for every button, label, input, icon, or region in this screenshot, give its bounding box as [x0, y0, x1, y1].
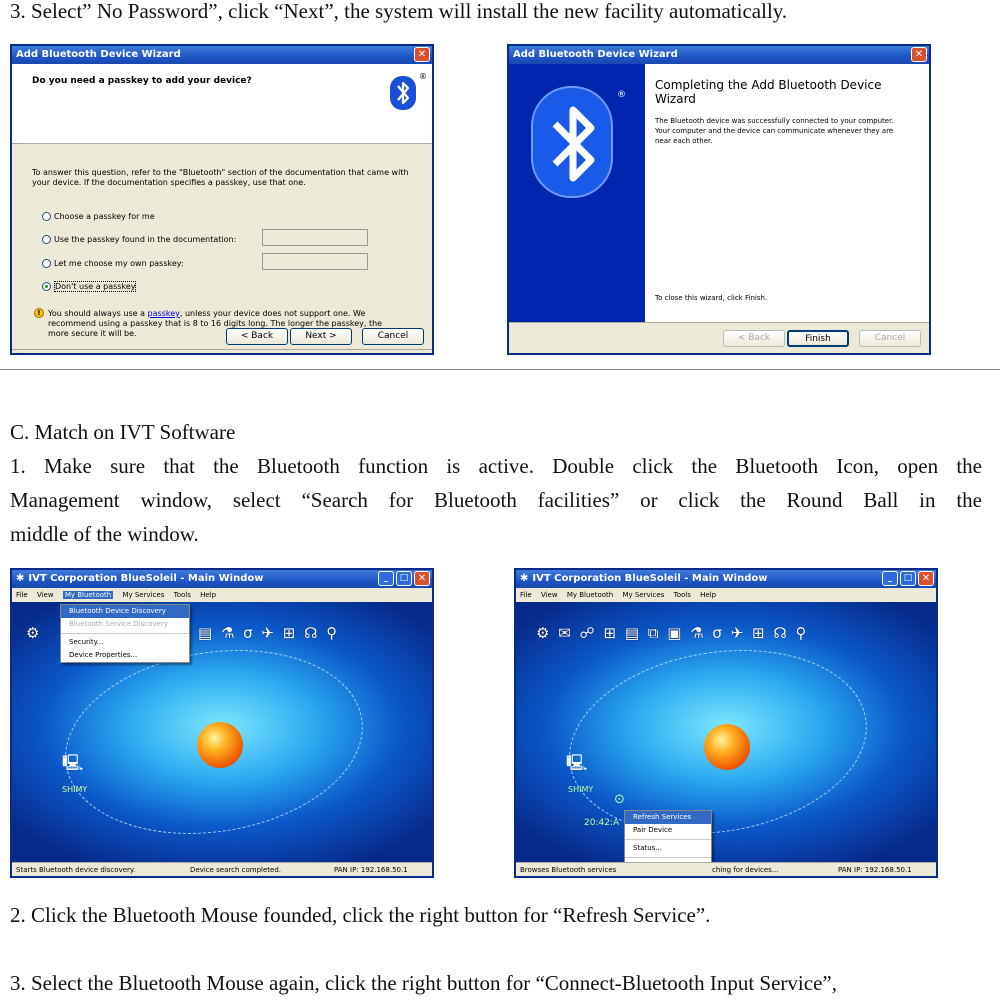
- mouse-address-label: 20:42:A: [584, 818, 620, 828]
- mouse-icon[interactable]: ⊙: [614, 792, 625, 807]
- radio-use-documented-passkey[interactable]: [42, 234, 236, 245]
- menu-view[interactable]: View: [36, 591, 54, 599]
- wizard2-titlebar: [509, 46, 929, 64]
- bluesoleil2-statusbar: [516, 862, 936, 876]
- step-1-text-line1: 1. Make sure that the Bluetooth function is active. Double click the Bluetooth Icon, open the: [10, 454, 982, 478]
- wizard1-titlebar: [12, 46, 432, 64]
- status-text-1: Starts Bluetooth device discovery.: [16, 866, 136, 874]
- device-label: SHIMY: [568, 785, 594, 794]
- bluesoleil-main-window-1: [10, 568, 434, 878]
- passkey-link[interactable]: passkey: [147, 309, 180, 318]
- close-button[interactable]: ✕: [414, 47, 430, 62]
- menu-my-bluetooth[interactable]: My Bluetooth: [64, 591, 112, 599]
- menu-help[interactable]: Help: [200, 591, 217, 599]
- menu-item-service-discovery[interactable]: Bluetooth Service Discovery: [69, 620, 168, 628]
- divider: [12, 349, 432, 350]
- warning-text-pre: You should always use a: [48, 309, 148, 318]
- bluetooth-logo-icon: [531, 86, 613, 198]
- menu-item-pair-device[interactable]: Pair Device: [633, 826, 673, 834]
- step-3-install-text: 3. Select” No Password”, click “Next”, the system will install the new facility automatically.: [10, 0, 788, 23]
- radio-choose-passkey-label: Choose a passkey for me: [54, 212, 155, 221]
- my-bluetooth-dropdown: [60, 604, 190, 663]
- bluesoleil2-canvas: [516, 602, 936, 862]
- bluesoleil2-menubar: [516, 588, 936, 602]
- bluetooth-small-icon: ✱: [16, 573, 25, 584]
- bluesoleil1-title: IVT Corporation BlueSoleil - Main Window: [28, 573, 264, 584]
- menu-item-device-properties[interactable]: Device Properties...: [69, 651, 138, 659]
- computer-icon[interactable]: 🖳: [566, 753, 588, 772]
- computer-icon[interactable]: 🖳: [62, 753, 84, 772]
- menu-separator: [625, 857, 711, 858]
- cancel-button[interactable]: Cancel: [859, 330, 921, 347]
- menu-file[interactable]: File: [16, 591, 28, 599]
- menu-file[interactable]: File: [520, 591, 532, 599]
- back-button[interactable]: < Back: [723, 330, 785, 347]
- radio-use-documented-passkey-label: Use the passkey found in the documentation:: [54, 235, 237, 244]
- add-bluetooth-wizard-passkey: [10, 44, 434, 355]
- service-icons[interactable]: ▤ ⚗ σ ✈ ⊞ ☊ ⚲: [198, 624, 340, 642]
- bluesoleil1-menubar: [12, 588, 432, 602]
- menu-view[interactable]: View: [540, 591, 558, 599]
- bluesoleil1-titlebar: [12, 570, 432, 588]
- finish-button[interactable]: Finish: [787, 330, 849, 347]
- close-button[interactable]: ✕: [911, 47, 927, 62]
- menu-item-status[interactable]: Status...: [633, 844, 662, 852]
- bluesoleil-main-window-2: [514, 568, 938, 878]
- step-1-text-line2: Management window, select “Search for Bluetooth facilities” or click the Round Ball in the: [10, 488, 982, 512]
- menu-my-services[interactable]: My Services: [622, 591, 665, 599]
- minimize-button[interactable]: _: [882, 571, 898, 586]
- add-bluetooth-wizard-complete: [507, 44, 931, 355]
- wizard2-message: The Bluetooth device was successfully connected to your computer. Your computer and the device can communicate whenever they are near each other.: [655, 117, 894, 145]
- wizard2-side-panel: [509, 64, 645, 322]
- menu-item-device-discovery[interactable]: Bluetooth Device Discovery: [61, 605, 189, 618]
- wizard1-header: [12, 64, 432, 144]
- radio-no-passkey-label: Don't use a passkey: [55, 282, 136, 291]
- radio-own-passkey-label: Let me choose my own passkey:: [54, 259, 184, 268]
- menu-item-refresh-services[interactable]: Refresh Services: [625, 811, 711, 824]
- maximize-button[interactable]: □: [900, 571, 916, 586]
- status-text-3: PAN IP: 192.168.50.1: [334, 866, 408, 874]
- next-button[interactable]: Next >: [290, 328, 352, 345]
- wizard1-intro: To answer this question, refer to the "Bluetooth" section of the documentation that came with your device. If the documentation specifies a passkey, use that one.: [32, 168, 409, 187]
- bluetooth-small-icon: ✱: [520, 573, 529, 584]
- menu-separator: [61, 633, 189, 634]
- menu-help[interactable]: Help: [700, 591, 717, 599]
- registered-mark: ®: [617, 90, 626, 100]
- bluesoleil1-statusbar: [12, 862, 432, 876]
- discovery-ball[interactable]: [704, 724, 750, 770]
- menu-tools[interactable]: Tools: [673, 591, 691, 599]
- menu-my-services[interactable]: My Services: [122, 591, 165, 599]
- divider: [509, 322, 929, 323]
- wizard2-content: [645, 64, 929, 322]
- wizard1-heading: Do you need a passkey to add your device?: [32, 76, 252, 86]
- service-icons[interactable]: ⚙ ✉ ☍ ⊞ ▤ ⧉ ▣ ⚗ σ ✈ ⊞ ☊ ⚲: [536, 624, 809, 642]
- service-icons[interactable]: ⚙: [26, 624, 42, 642]
- bluetooth-logo-icon: [390, 76, 416, 110]
- status-text-1: Browses Bluetooth services: [520, 866, 617, 874]
- warning-icon: !: [34, 308, 44, 318]
- bluesoleil2-title: IVT Corporation BlueSoleil - Main Window: [532, 573, 768, 584]
- device-label: SHIMY: [62, 785, 88, 794]
- minimize-button[interactable]: _: [378, 571, 394, 586]
- bluesoleil2-titlebar: [516, 570, 936, 588]
- wizard2-heading: Completing the Add Bluetooth Device Wizard: [655, 78, 882, 106]
- status-text-2: ching for devices...: [712, 866, 779, 874]
- menu-item-security[interactable]: Security...: [69, 638, 104, 646]
- status-text-3: PAN IP: 192.168.50.1: [838, 866, 912, 874]
- section-c-heading: C. Match on IVT Software: [10, 420, 236, 444]
- radio-own-passkey[interactable]: [42, 258, 184, 269]
- back-button[interactable]: < Back: [226, 328, 288, 345]
- menu-my-bluetooth[interactable]: My Bluetooth: [566, 591, 614, 599]
- close-button[interactable]: ✕: [414, 571, 430, 586]
- wizard2-title: Add Bluetooth Device Wizard: [513, 49, 678, 60]
- documented-passkey-field[interactable]: [262, 229, 368, 246]
- warning-text-post: , unless your device does not support one. We recommend using a passkey that is 8 to 16 digits long. The longer the passkey, the more secure it will be.: [48, 309, 383, 338]
- cancel-button[interactable]: Cancel: [362, 328, 424, 345]
- status-text-2: Device search completed.: [190, 866, 282, 874]
- radio-no-passkey[interactable]: [42, 281, 136, 292]
- menu-tools[interactable]: Tools: [173, 591, 191, 599]
- wizard1-title: Add Bluetooth Device Wizard: [16, 49, 181, 60]
- radio-choose-passkey[interactable]: [42, 211, 155, 222]
- close-button[interactable]: ✕: [918, 571, 934, 586]
- section-divider: [0, 369, 1000, 370]
- registered-mark: ®: [419, 72, 427, 81]
- wizard2-close-hint: To close this wizard, click Finish.: [655, 294, 768, 302]
- maximize-button[interactable]: □: [396, 571, 412, 586]
- step-3-connect-text: 3. Select the Bluetooth Mouse again, click the right button for “Connect-Bluetooth Input Service”,: [10, 971, 837, 995]
- step-1-text-line3: middle of the window.: [10, 522, 199, 546]
- own-passkey-field[interactable]: [262, 253, 368, 270]
- menu-separator: [625, 839, 711, 840]
- step-2-text: 2. Click the Bluetooth Mouse founded, click the right button for “Refresh Service”.: [10, 903, 711, 927]
- discovery-ball[interactable]: [197, 722, 243, 768]
